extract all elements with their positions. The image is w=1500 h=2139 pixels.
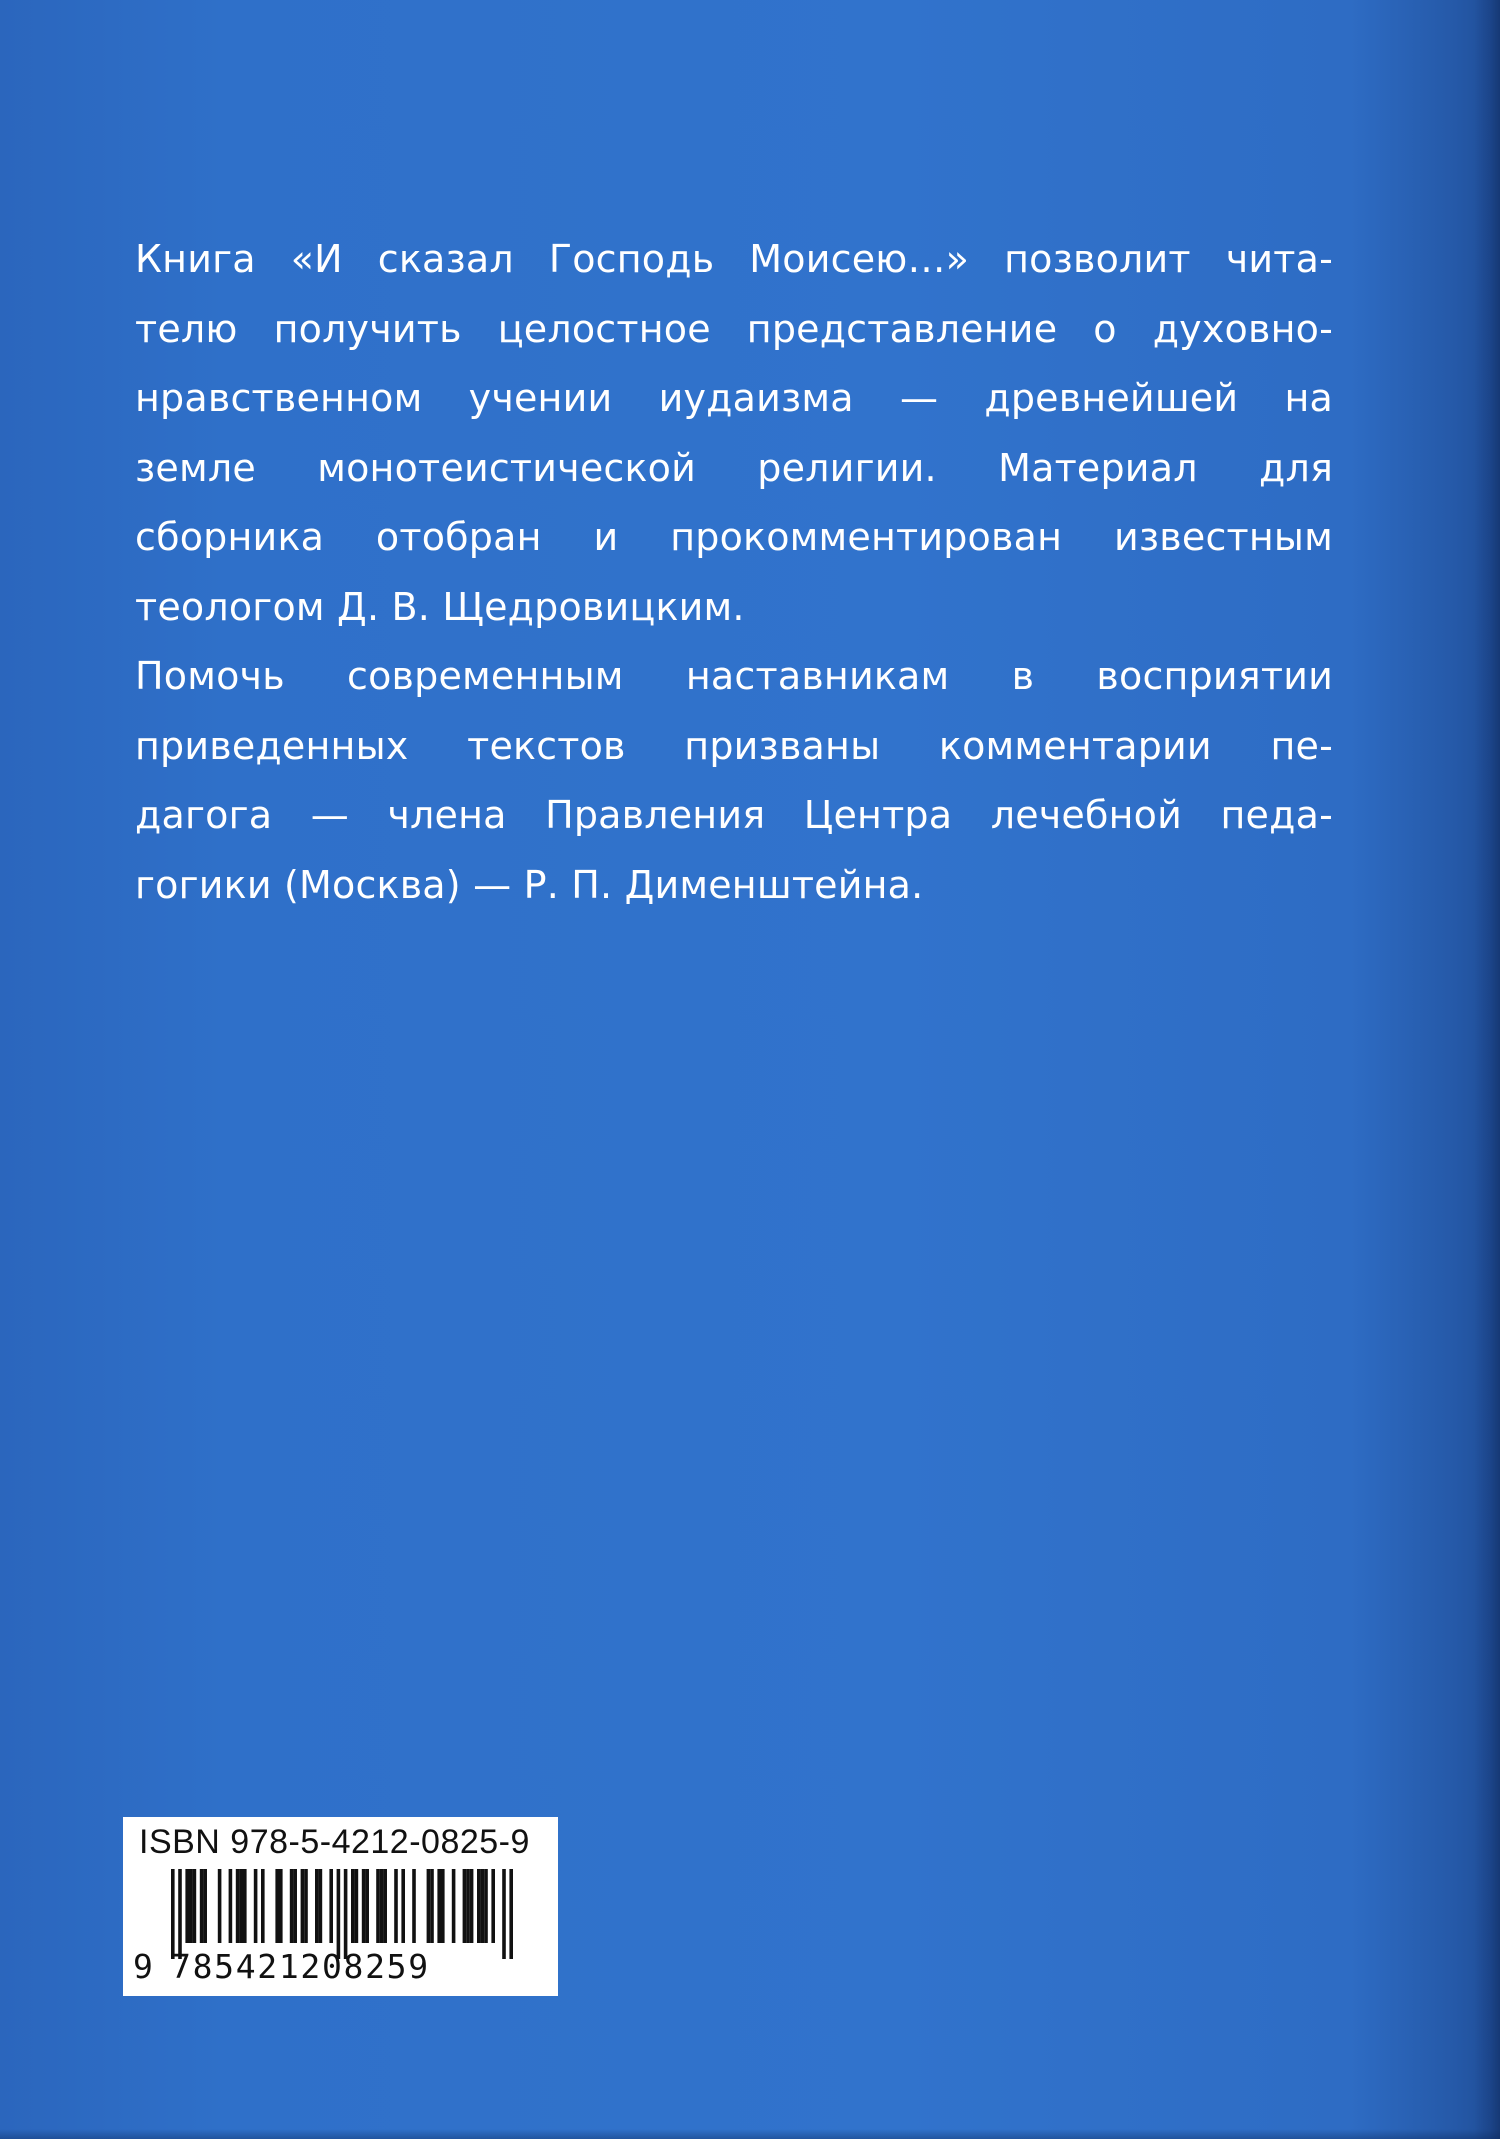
barcode-bar — [301, 1869, 305, 1943]
barcode-bar — [394, 1869, 398, 1943]
cover-edge-shadow — [1474, 0, 1500, 2139]
blurb-line: приведенных текстов призваны комментарии пе- — [135, 723, 1333, 768]
barcode-bar — [229, 1869, 233, 1943]
barcode-digit-first: 9 — [133, 1947, 153, 1986]
barcode-bar — [427, 1869, 431, 1943]
barcode-bar — [337, 1869, 341, 1959]
barcode-bar — [477, 1869, 481, 1943]
barcode-bar — [412, 1869, 416, 1943]
barcode-bar — [344, 1869, 348, 1959]
barcode-bar — [178, 1869, 182, 1959]
barcode-bar — [171, 1869, 175, 1959]
blurb-paragraph-1 — [135, 225, 1333, 642]
barcode-bar — [430, 1869, 434, 1943]
barcode-bar — [315, 1869, 319, 1943]
barcode-bar — [243, 1869, 247, 1943]
barcode-bar — [383, 1869, 387, 1943]
cover-bottom-edge — [0, 2129, 1500, 2139]
barcode-bar — [365, 1869, 369, 1943]
barcode-bar — [491, 1869, 495, 1943]
barcode-bar — [185, 1869, 189, 1943]
barcode-bar — [193, 1869, 197, 1943]
cover-blurb — [135, 225, 1333, 920]
barcode-digits-rest: 785421208259 — [171, 1947, 430, 1986]
blurb-line: Помочь современным наставникам в восприятии — [135, 654, 1333, 698]
blurb-line: сборника отобран и прокомментирован известным — [135, 515, 1333, 559]
barcode-bar — [290, 1869, 294, 1943]
blurb-line: дагога — члена Правления Центра лечебной педа- — [135, 793, 1333, 837]
blurb-line: гогики (Москва) — Р. П. Дименштейна. — [135, 862, 924, 907]
barcode-bar — [304, 1869, 308, 1943]
barcode-bar — [466, 1869, 470, 1943]
barcode-bar — [351, 1869, 355, 1943]
barcode-bar — [502, 1869, 506, 1959]
isbn-label: ISBN 978-5-4212-0825-9 — [139, 1823, 530, 1861]
barcode-bar — [236, 1869, 240, 1943]
blurb-line: нравственном учении иудаизма — древнейшей на — [135, 376, 1333, 420]
barcode-bar — [463, 1869, 467, 1943]
barcode-bar — [293, 1869, 297, 1943]
barcode-bar — [484, 1869, 488, 1943]
barcode-bar — [452, 1869, 456, 1943]
barcode-bar — [329, 1869, 333, 1943]
isbn-barcode — [123, 1817, 558, 1996]
barcode-bar — [319, 1869, 323, 1943]
barcode-bar — [481, 1869, 485, 1943]
barcode-bar — [275, 1869, 279, 1943]
barcode-bar — [362, 1869, 366, 1943]
barcode-digits — [133, 1947, 430, 1986]
barcode-bar — [279, 1869, 283, 1943]
blurb-line: телю получить целостное представление о духовно- — [135, 306, 1333, 351]
barcode-bar — [470, 1869, 474, 1943]
blurb-line: земле монотеистической религии. Материал для — [135, 445, 1333, 490]
blurb-paragraph-2 — [135, 642, 1333, 920]
barcode-bar — [203, 1869, 207, 1943]
barcode-bar — [218, 1869, 222, 1943]
barcode-bar — [239, 1869, 243, 1943]
barcode-bar — [200, 1869, 204, 1943]
barcode-bar — [189, 1869, 193, 1943]
barcode-bar — [509, 1869, 513, 1959]
barcode-bar — [441, 1869, 445, 1943]
blurb-line: теологом Д. В. Щедровицким. — [135, 584, 745, 629]
barcode-bar — [437, 1869, 441, 1943]
barcode-bar — [254, 1869, 258, 1943]
barcode-bar — [401, 1869, 405, 1943]
barcode-bar — [261, 1869, 265, 1943]
barcode-bar — [355, 1869, 359, 1943]
barcode-bar — [376, 1869, 380, 1943]
blurb-line: Книга «И сказал Господь Моисею…» позволит чита- — [135, 237, 1333, 281]
barcode-bar — [380, 1869, 384, 1943]
